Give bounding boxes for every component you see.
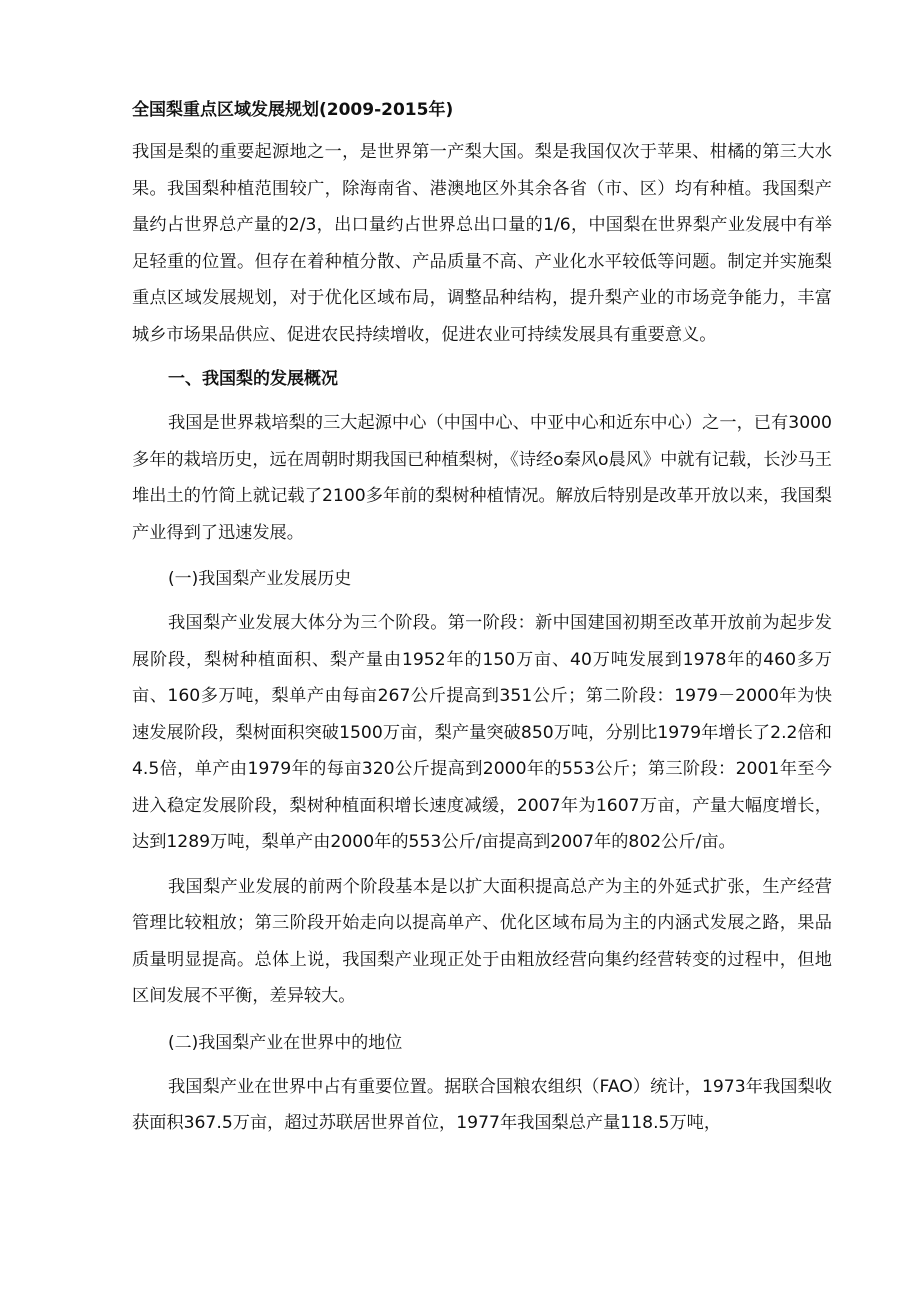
- document-page: [132, 96, 832, 1142]
- intro-paragraph: 我国是梨的重要起源地之一，是世界第一产梨大国。梨是我国仅次于苹果、柑橘的第三大水果。我国梨种植范围较广，除海南省、港澳地区外其余各省（市、区）均有种植。我国梨产量约占世界总产量的2/3，出口量约占世界总出口量的1/6，中国梨在世界梨产业发展中有举足轻重的位置。但存在着种植分散、产品质量不高、产业化水平较低等问题。制定并实施梨重点区域发展规划，对于优化区域布局，调整品种结构，提升梨产业的市场竞争能力，丰富城乡市场果品供应、促进农民持续增收，促进农业可持续发展具有重要意义。: [132, 142, 832, 345]
- subsection-2-heading: (二)我国梨产业在世界中的地位: [168, 1032, 403, 1053]
- subsection-1-paragraph-1: 我国梨产业发展大体分为三个阶段。第一阶段：新中国建国初期至改革开放前为起步发展阶段，梨树种植面积、梨产量由1952年的150万亩、40万吨发展到1978年的460多万亩、160多万吨，梨单产由每亩267公斤提高到351公斤；第二阶段：1979－2000年为快速发展阶段，梨树面积突破1500万亩，梨产量突破850万吨，分别比1979年增长了2.2倍和4.5倍，单产由1979年的每亩320公斤提高到2000年的553公斤；第三阶段：2001年至今进入稳定发展阶段，梨树种植面积增长速度减缓，2007年为1607万亩，产量大幅度增长，达到1289万吨，梨单产由2000年的553公斤/亩提高到2007年的802公斤/亩。: [132, 613, 832, 852]
- spacer: [132, 597, 832, 605]
- spacer: [132, 1061, 832, 1069]
- spacer: [132, 551, 832, 559]
- spacer: [132, 353, 832, 361]
- subsection-2-paragraph-1: 我国梨产业在世界中占有重要位置。据联合国粮农组织（FAO）统计，1973年我国梨收获面积367.5万亩，超过苏联居世界首位，1977年我国梨总产量118.5万吨，: [132, 1076, 832, 1133]
- subsection-1-heading: (一)我国梨产业发展历史: [168, 569, 352, 589]
- spacer: [132, 397, 832, 405]
- spacer: [132, 861, 832, 869]
- section-1-heading: 一、我国梨的发展概况: [168, 369, 338, 389]
- section-1-paragraph: 我国是世界栽培梨的三大起源中心（中国中心、中亚中心和近东中心）之一，已有3000多年的栽培历史，远在周朝时期我国已种植梨树，《诗经o秦风o晨风》中就有记载，长沙马王堆出土的竹简上就记载了2100多年前的梨树种植情况。解放后特别是改革开放以来，我国梨产业得到了迅速发展。: [132, 413, 832, 543]
- document-title: 全国梨重点区域发展规划(2009-2015年): [132, 100, 454, 120]
- subsection-1-paragraph-2: 我国梨产业发展的前两个阶段基本是以扩大面积提高总产为主的外延式扩张，生产经营管理比较粗放；第三阶段开始走向以提高单产、优化区域布局为主的内涵式发展之路，果品质量明显提高。总体上说，我国梨产业现正处于由粗放经营向集约经营转变的过程中，但地区间发展不平衡，差异较大。: [132, 876, 832, 1006]
- spacer: [132, 1015, 832, 1023]
